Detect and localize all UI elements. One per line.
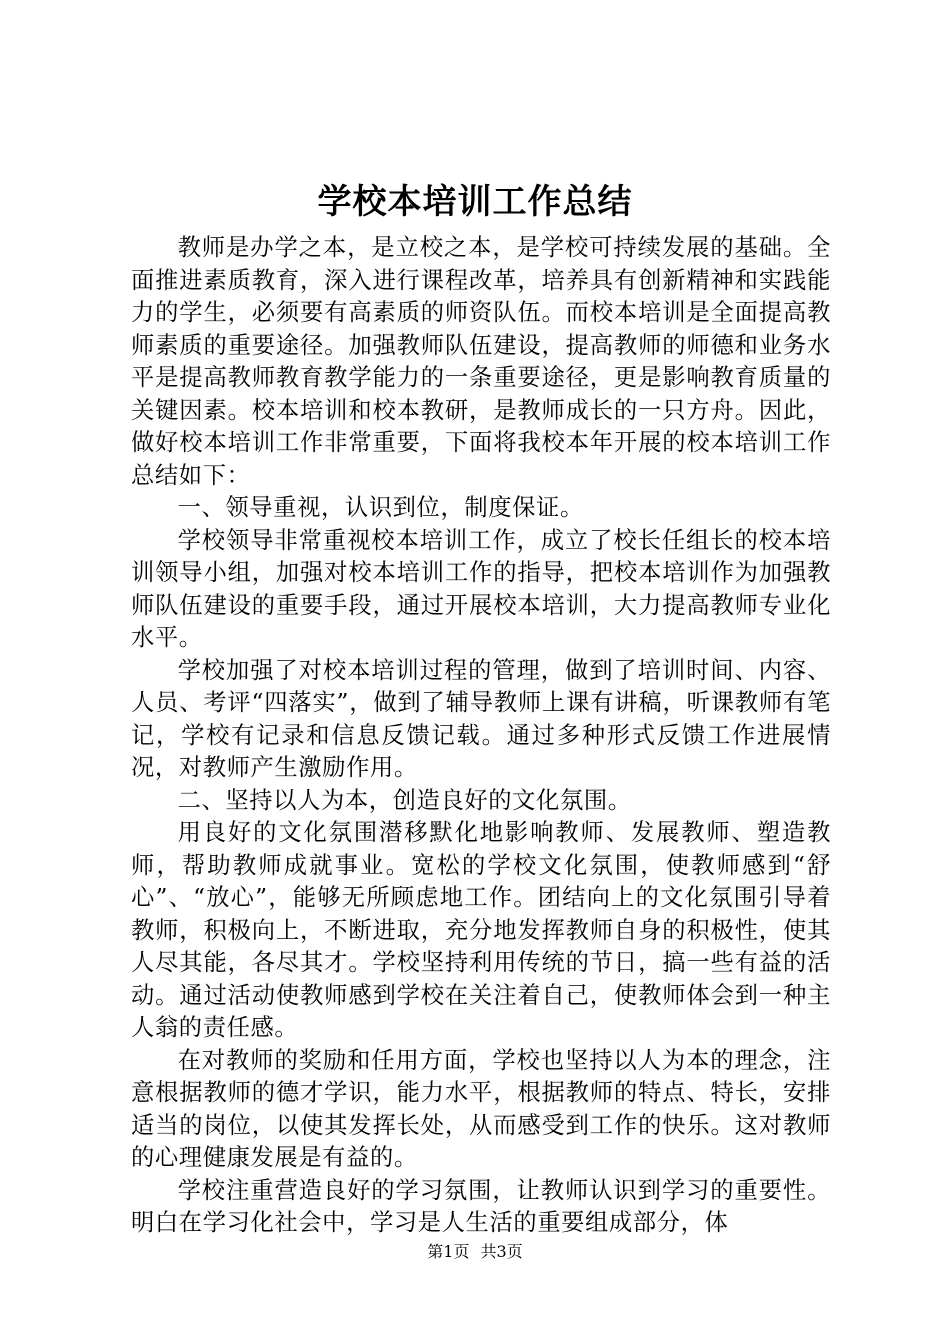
page-footer [0,1242,950,1262]
document-title: 学校本培训工作总结 [317,182,633,222]
page-number: 第1页 [427,1242,470,1261]
paragraph: 学校领导非常重视校本培训工作，成立了校长任组长的校本培训领导小组，加强对校本培训工作的指导，把校本培训作为加强教师队伍建设的重要手段，通过开展校本培训，大力提高教师专业化水平。 [131,526,831,651]
paragraph-intro: 教师是办学之本，是立校之本，是学校可持续发展的基础。全面推进素质教育，深入进行课程改革，培养具有创新精神和实践能力的学生，必须要有高素质的师资队伍。而校本培训是全面提高教师素质的重要途径。加强教师队伍建设，提高教师的师德和业务水平是提高教师教育教学能力的一条重要途径，更是影响教育质量的关键因素。校本培训和校本教研，是教师成长的一只方舟。因此，做好校本培训工作非常重要，下面将我校本年开展的校本培训工作总结如下： [131,234,831,489]
paragraph: 在对教师的奖励和任用方面，学校也坚持以人为本的理念，注意根据教师的德才学识，能力水平，根据教师的特点、特长，安排适当的岗位，以使其发挥长处，从而感受到工作的快乐。这对教师的心理健康发展是有益的。 [131,1046,831,1171]
section-heading-2: 二、坚持以人为本，创造良好的文化氛围。 [177,786,632,814]
paragraph: 学校注重营造良好的学习氛围，让教师认识到学习的重要性。明白在学习化社会中，学习是人生活的重要组成部分，体 [131,1176,831,1236]
paragraph: 学校加强了对校本培训过程的管理，做到了培训时间、内容、人员、考评“四落实”，做到了辅导教师上课有讲稿，听课教师有笔记，学校有记录和信息反馈记载。通过多种形式反馈工作进展情况，对教师产生激励作用。 [131,656,831,781]
paragraph: 用良好的文化氛围潜移默化地影响教师、发展教师、塑造教师，帮助教师成就事业。宽松的学校文化氛围，使教师感到“舒心”、“放心”，能够无所顾虑地工作。团结向上的文化氛围引导着教师，积极向上，不断进取，充分地发挥教师自身的积极性，使其人尽其能，各尽其才。学校坚持利用传统的节日，搞一些有益的活动。通过活动使教师感到学校在关注着自己，使教师体会到一种主人翁的责任感。 [131,819,831,1041]
page-total: 共3页 [480,1242,523,1261]
section-heading-1: 一、领导重视，认识到位，制度保证。 [177,494,584,521]
document-body [131,232,831,1240]
